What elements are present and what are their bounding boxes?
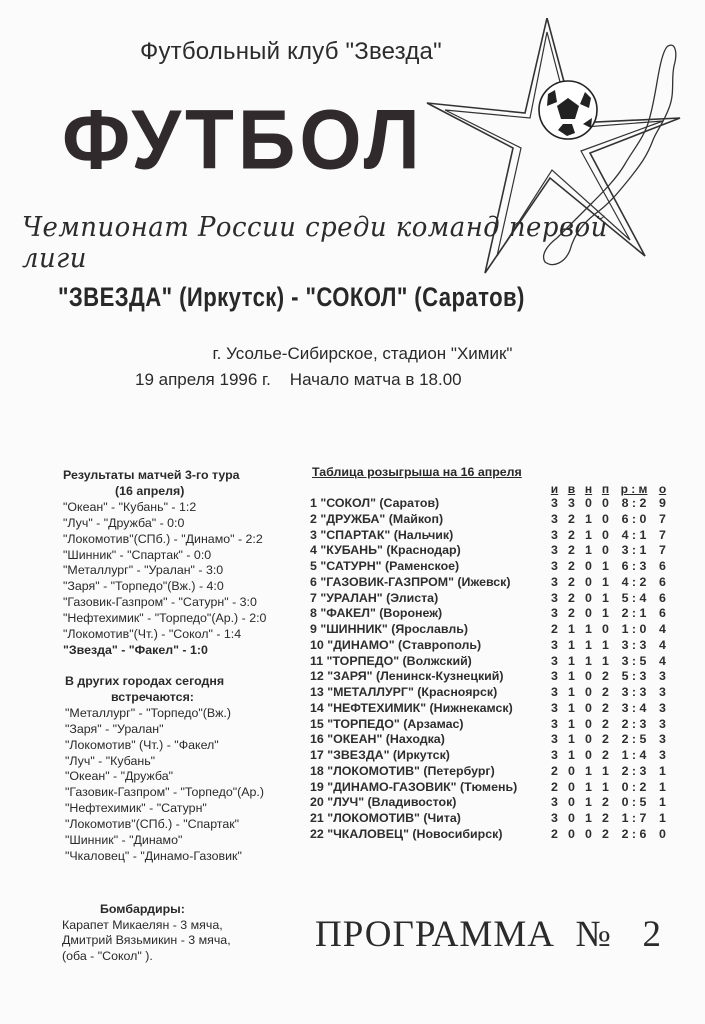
date-line <box>135 370 462 390</box>
team-cell: 3 "СПАРТАК" (Нальчик) <box>310 527 454 542</box>
fixture-item: "Нефтехимик" - "Сатурн" <box>65 801 207 816</box>
standings-row <box>310 622 671 638</box>
won-cell: 1 <box>568 653 575 668</box>
standings-row <box>310 496 671 512</box>
lost-cell: 2 <box>602 685 609 699</box>
won-cell: 2 <box>568 527 575 542</box>
standings-row <box>310 685 671 701</box>
points-cell: 3 <box>659 700 666 715</box>
others-title-2: встречаются: <box>111 689 194 704</box>
goals-cell: 3 : 1 <box>621 543 647 558</box>
played-cell: 2 <box>551 779 558 794</box>
points-cell: 3 <box>659 669 666 684</box>
other-fixtures <box>65 674 264 865</box>
standings-row <box>310 575 671 591</box>
drawn-cell: 1 <box>585 763 592 778</box>
team-cell: 19 "ДИНАМО-ГАЗОВИК" (Тюмень) <box>310 779 518 794</box>
played-cell: 3 <box>551 669 558 684</box>
won-cell: 1 <box>568 669 575 684</box>
played-cell: 3 <box>551 496 558 510</box>
won-cell: 2 <box>568 559 575 573</box>
team-cell: 4 "КУБАНЬ" (Краснодар) <box>310 543 461 558</box>
scorer-line: Карапет Микаелян - 3 мяча, <box>62 917 223 932</box>
standings-row <box>310 528 671 544</box>
standings-row <box>310 591 671 607</box>
lost-cell: 1 <box>602 637 609 652</box>
club-name: Футбольный клуб "Звезда" <box>140 38 442 65</box>
drawn-cell: 0 <box>585 716 592 731</box>
result-item: "Океан" - "Кубань" - 1:2 <box>63 499 197 514</box>
lost-cell: 1 <box>602 606 609 621</box>
won-cell: 3 <box>568 496 575 510</box>
team-cell: 7 "УРАЛАН" (Элиста) <box>310 590 439 605</box>
standings-row <box>310 701 671 717</box>
result-item: "Локомотив"(СПб.) - "Динамо" - 2:2 <box>63 531 263 546</box>
won-cell: 1 <box>568 685 575 699</box>
program-label: ПРОГРАММА <box>315 914 555 955</box>
result-item: "Луч" - "Дружба" - 0:0 <box>63 515 185 530</box>
result-item-highlight: "Звезда" - "Факел" - 1:0 <box>63 642 208 657</box>
played-cell: 3 <box>551 685 558 699</box>
drawn-cell: 0 <box>585 669 592 684</box>
goals-cell: 6 : 3 <box>621 559 647 573</box>
played-cell: 3 <box>551 795 558 810</box>
drawn-cell: 1 <box>585 637 592 652</box>
goals-cell: 1 : 4 <box>621 748 647 762</box>
standings-row <box>310 811 671 827</box>
team-cell: 14 "НЕФТЕХИМИК" (Нижнекамск) <box>310 700 513 715</box>
lost-cell: 2 <box>602 826 609 841</box>
drawn-cell: 0 <box>585 748 592 762</box>
scorer-line: (оба - "Сокол" ). <box>62 948 153 963</box>
team-cell: 16 "ОКЕАН" (Находка) <box>310 732 445 747</box>
match-date: 19 апреля 1996 г. <box>135 370 271 389</box>
won-cell: 0 <box>568 811 575 825</box>
team-cell: 17 "ЗВЕЗДА" (Иркутск) <box>310 748 450 762</box>
standings-row <box>310 606 671 622</box>
standings-row <box>310 795 671 811</box>
played-cell: 2 <box>551 622 558 636</box>
result-item: "Заря" - "Торпедо"(Вж.) - 4:0 <box>63 579 224 594</box>
points-cell: 3 <box>659 748 666 762</box>
won-cell: 1 <box>568 716 575 731</box>
goals-cell: 4 : 1 <box>621 527 647 542</box>
won-cell: 0 <box>568 779 575 794</box>
played-cell: 2 <box>551 763 558 778</box>
won-cell: 1 <box>568 732 575 747</box>
points-cell: 7 <box>659 527 666 542</box>
standings-row <box>310 748 671 764</box>
standings-row <box>310 669 671 685</box>
team-cell: 8 "ФАКЕЛ" (Воронеж) <box>310 606 443 621</box>
goals-cell: 1 : 7 <box>621 811 647 825</box>
drawn-cell: 1 <box>585 622 592 636</box>
played-cell: 3 <box>551 716 558 731</box>
kickoff-time: Начало матча в 18.00 <box>289 370 462 389</box>
standings-header-row <box>310 481 671 496</box>
standings-row <box>310 654 671 670</box>
program-issue: 2 <box>642 914 663 955</box>
fixture-item: "Локомотив"(СПб.) - "Спартак" <box>65 817 240 832</box>
goals-cell: 2 : 6 <box>621 826 647 841</box>
points-cell: 7 <box>659 543 666 558</box>
goals-cell: 0 : 5 <box>621 795 647 810</box>
results-date: (16 апреля) <box>115 483 185 498</box>
team-cell: 15 "ТОРПЕДО" (Арзамас) <box>310 716 464 731</box>
played-cell: 3 <box>551 653 558 668</box>
lost-cell: 1 <box>602 574 609 589</box>
top-scorers <box>62 902 231 964</box>
lost-cell: 2 <box>602 795 609 810</box>
team-cell: 11 "ТОРПЕДО" (Волжский) <box>310 653 472 668</box>
points-cell: 6 <box>659 574 666 589</box>
fixture-item: "Чкаловец" - "Динамо-Газовик" <box>65 848 242 863</box>
col-drawn: н <box>584 481 593 496</box>
venue: г. Усолье-Сибирское, стадион "Химик" <box>212 344 513 363</box>
played-cell: 3 <box>551 543 558 558</box>
lost-cell: 0 <box>602 622 609 636</box>
goals-cell: 3 : 5 <box>621 653 647 668</box>
team-cell: 2 "ДРУЖБА" (Майкоп) <box>310 511 444 526</box>
points-cell: 1 <box>659 795 666 810</box>
drawn-cell: 0 <box>585 700 592 715</box>
col-lost: п <box>601 481 610 496</box>
scorer-line: Дмитрий Вязьмикин - 3 мяча, <box>62 933 231 948</box>
points-cell: 4 <box>659 622 666 636</box>
points-cell: 3 <box>659 732 666 747</box>
played-cell: 3 <box>551 811 558 825</box>
fixture-item: "Локомотив" (Чт.) - "Факел" <box>65 737 219 752</box>
scorers-title: Бомбардиры: <box>100 902 185 916</box>
points-cell: 6 <box>659 590 666 605</box>
team-cell: 10 "ДИНАМО" (Ставрополь) <box>310 637 482 652</box>
drawn-cell: 1 <box>585 779 592 794</box>
won-cell: 1 <box>568 637 575 652</box>
standings-row <box>310 827 671 843</box>
number-sign: № <box>575 914 612 955</box>
team-cell: 18 "ЛОКОМОТИВ" (Петербург) <box>310 763 495 778</box>
points-cell: 0 <box>659 826 666 841</box>
col-played: и <box>550 481 559 496</box>
goals-cell: 0 : 2 <box>621 779 647 794</box>
round-results <box>63 468 266 659</box>
result-item: "Шинник" - "Спартак" - 0:0 <box>63 547 212 562</box>
drawn-cell: 0 <box>585 559 592 573</box>
won-cell: 1 <box>568 700 575 715</box>
results-title: Результаты матчей 3-го тура <box>63 468 240 482</box>
lost-cell: 2 <box>602 669 609 684</box>
col-points: о <box>658 481 667 496</box>
result-item: "Нефтехимик" - "Торпедо"(Ар.) - 2:0 <box>63 611 267 626</box>
played-cell: 3 <box>551 559 558 573</box>
fixture-item: "Заря" - "Уралан" <box>65 721 164 736</box>
goals-cell: 5 : 3 <box>621 669 647 684</box>
goals-cell: 2 : 3 <box>621 716 647 731</box>
team-cell: 6 "ГАЗОВИК-ГАЗПРОМ" (Ижевск) <box>310 574 511 589</box>
lost-cell: 1 <box>602 653 609 668</box>
others-title: В других городах сегодня <box>65 674 225 688</box>
standings-row <box>310 512 671 528</box>
standings-row <box>310 638 671 654</box>
drawn-cell: 0 <box>585 496 592 510</box>
points-cell: 7 <box>659 511 666 526</box>
drawn-cell: 0 <box>585 826 592 841</box>
drawn-cell: 1 <box>585 511 592 526</box>
won-cell: 2 <box>568 574 575 589</box>
drawn-cell: 0 <box>585 606 592 621</box>
points-cell: 4 <box>659 653 666 668</box>
lost-cell: 1 <box>602 763 609 778</box>
played-cell: 3 <box>551 590 558 605</box>
team-cell: 13 "МЕТАЛЛУРГ" (Красноярск) <box>310 685 498 699</box>
drawn-cell: 0 <box>585 685 592 699</box>
lost-cell: 2 <box>602 748 609 762</box>
team-cell: 5 "САТУРН" (Раменское) <box>310 559 460 573</box>
program-number <box>315 913 662 956</box>
played-cell: 3 <box>551 574 558 589</box>
goals-cell: 3 : 3 <box>621 637 647 652</box>
points-cell: 6 <box>659 606 666 621</box>
won-cell: 2 <box>568 543 575 558</box>
points-cell: 6 <box>659 559 666 573</box>
goals-cell: 4 : 2 <box>621 574 647 589</box>
drawn-cell: 1 <box>585 527 592 542</box>
points-cell: 1 <box>659 779 666 794</box>
lost-cell: 0 <box>602 496 609 510</box>
standings-section <box>310 465 671 843</box>
result-item: "Газовик-Газпром" - "Сатурн" - 3:0 <box>63 595 257 610</box>
won-cell: 2 <box>568 590 575 605</box>
played-cell: 2 <box>551 826 558 841</box>
lost-cell: 2 <box>602 732 609 747</box>
lost-cell: 0 <box>602 543 609 558</box>
won-cell: 0 <box>568 826 575 841</box>
goals-cell: 3 : 4 <box>621 700 647 715</box>
won-cell: 2 <box>568 606 575 621</box>
lost-cell: 1 <box>602 590 609 605</box>
fixture-item: "Океан" - "Дружба" <box>65 769 174 784</box>
big-title: ФУТБОЛ <box>62 92 424 187</box>
played-cell: 3 <box>551 527 558 542</box>
lost-cell: 0 <box>602 527 609 542</box>
played-cell: 3 <box>551 700 558 715</box>
played-cell: 3 <box>551 606 558 621</box>
standings-row <box>310 732 671 748</box>
lost-cell: 2 <box>602 700 609 715</box>
played-cell: 3 <box>551 637 558 652</box>
drawn-cell: 0 <box>585 732 592 747</box>
points-cell: 3 <box>659 716 666 731</box>
won-cell: 1 <box>568 748 575 762</box>
team-cell: 20 "ЛУЧ" (Владивосток) <box>310 795 457 810</box>
drawn-cell: 1 <box>585 795 592 810</box>
won-cell: 0 <box>568 763 575 778</box>
goals-cell: 6 : 0 <box>621 511 647 526</box>
lost-cell: 1 <box>602 559 609 573</box>
col-goals: р : м <box>620 481 648 496</box>
championship-subtitle: Чемпионат России среди команд первой лиги <box>22 212 608 274</box>
played-cell: 3 <box>551 732 558 747</box>
lost-cell: 2 <box>602 716 609 731</box>
goals-cell: 1 : 0 <box>621 622 647 636</box>
standings-row <box>310 543 671 559</box>
standings-row <box>310 764 671 780</box>
lost-cell: 0 <box>602 511 609 526</box>
lost-cell: 1 <box>602 779 609 794</box>
points-cell: 4 <box>659 637 666 652</box>
team-cell: 9 "ШИННИК" (Ярославль) <box>310 622 468 636</box>
goals-cell: 5 : 4 <box>621 590 647 605</box>
standings-title: Таблица розыгрыша на 16 апреля <box>312 465 522 479</box>
goals-cell: 3 : 3 <box>621 685 647 699</box>
team-cell: 21 "ЛОКОМОТИВ" (Чита) <box>310 811 461 825</box>
drawn-cell: 1 <box>585 653 592 668</box>
standings-row <box>310 717 671 733</box>
standings-row <box>310 780 671 796</box>
lost-cell: 2 <box>602 811 609 825</box>
drawn-cell: 0 <box>585 590 592 605</box>
points-cell: 3 <box>659 685 666 699</box>
result-item: "Металлург" - "Уралан" - 3:0 <box>63 563 224 578</box>
drawn-cell: 1 <box>585 811 592 825</box>
played-cell: 3 <box>551 511 558 526</box>
fixture-item: "Луч" - "Кубань" <box>65 753 156 768</box>
standings-table <box>310 481 671 843</box>
team-cell: 1 "СОКОЛ" (Саратов) <box>310 496 440 510</box>
team-cell: 12 "ЗАРЯ" (Ленинск-Кузнецкий) <box>310 669 504 684</box>
fixture-item: "Металлург" - "Торпедо"(Вж.) <box>65 705 231 720</box>
fixture-item: "Газовик-Газпром" - "Торпедо"(Ар.) <box>65 785 264 800</box>
goals-cell: 8 : 2 <box>621 496 647 510</box>
points-cell: 1 <box>659 763 666 778</box>
points-cell: 1 <box>659 811 666 825</box>
result-item: "Локомотив"(Чт.) - "Сокол" - 1:4 <box>63 627 242 642</box>
won-cell: 0 <box>568 795 575 810</box>
match-title: "ЗВЕЗДА" (Иркутск) - "СОКОЛ" (Саратов) <box>58 282 525 312</box>
goals-cell: 2 : 3 <box>621 763 647 778</box>
drawn-cell: 0 <box>585 574 592 589</box>
standings-row <box>310 559 671 575</box>
drawn-cell: 1 <box>585 543 592 558</box>
played-cell: 3 <box>551 748 558 762</box>
goals-cell: 2 : 5 <box>621 732 647 747</box>
goals-cell: 2 : 1 <box>621 606 647 621</box>
fixture-item: "Шинник" - "Динамо" <box>65 833 183 848</box>
points-cell: 9 <box>659 496 666 510</box>
won-cell: 1 <box>568 622 575 636</box>
won-cell: 2 <box>568 511 575 526</box>
col-won: в <box>567 481 576 496</box>
team-cell: 22 "ЧКАЛОВЕЦ" (Новосибирск) <box>310 826 503 841</box>
